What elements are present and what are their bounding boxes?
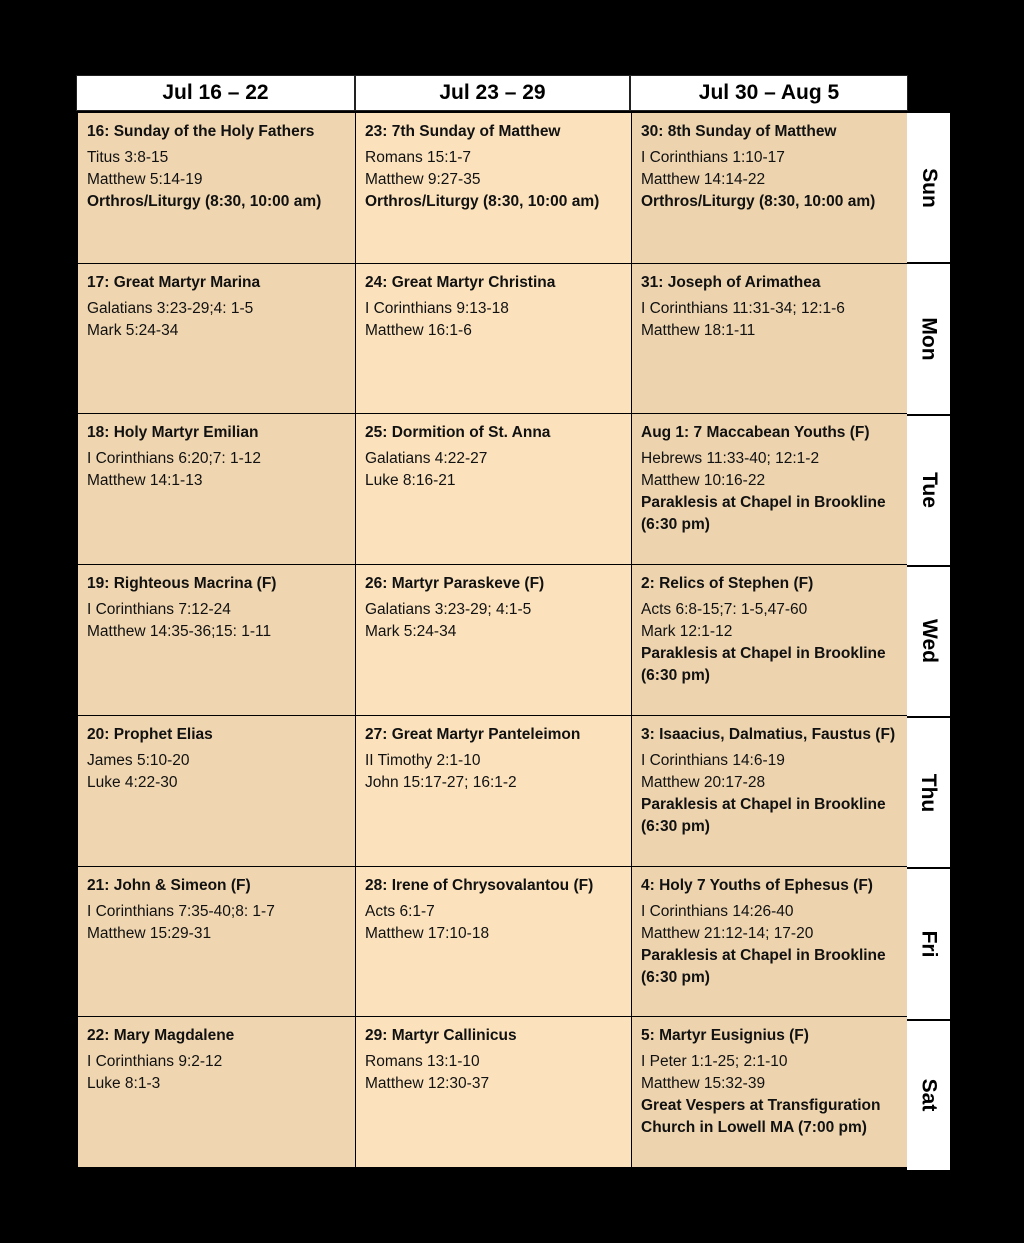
reading-line: I Corinthians 9:2-12 <box>87 1053 223 1071</box>
reading-line: Acts 6:1-7 <box>365 902 435 920</box>
feast-title: 25: Dormition of St. Anna <box>365 424 551 442</box>
feast-title: 20: Prophet Elias <box>87 725 213 743</box>
reading-line: Matthew 9:27-35 <box>365 171 481 188</box>
service-line: (6:30 pm) <box>641 968 710 986</box>
calendar-cell <box>632 565 908 715</box>
feast-title: 31: Joseph of Arimathea <box>641 273 821 291</box>
day-label-cell <box>907 1021 950 1170</box>
feast-title: 30: 8th Sunday of Matthew <box>641 123 837 140</box>
calendar-cell <box>78 716 355 866</box>
calendar-cell <box>632 414 908 564</box>
reading-line: James 5:10-20 <box>87 751 190 769</box>
reading-line: John 15:17-27; 16:1-2 <box>365 773 517 791</box>
reading-line: Matthew 14:14-22 <box>641 171 766 188</box>
reading-line: II Timothy 2:1-10 <box>365 751 481 769</box>
feast-title: 17: Great Martyr Marina <box>87 273 261 291</box>
reading-line: I Corinthians 7:12-24 <box>87 601 231 619</box>
feast-title: 24: Great Martyr Christina <box>365 273 556 291</box>
calendar-cell <box>356 867 631 1017</box>
day-label-cell <box>907 869 950 1020</box>
day-label: Thu <box>917 773 941 813</box>
feast-title: 27: Great Martyr Panteleimon <box>365 725 581 743</box>
feast-title: 2: Relics of Stephen (F) <box>641 575 814 593</box>
calendar-cell <box>632 867 908 1017</box>
calendar-cell <box>356 414 631 564</box>
feast-title: 3: Isaacius, Dalmatius, Faustus (F) <box>641 725 896 743</box>
feast-title: 19: Righteous Macrina (F) <box>87 575 277 593</box>
reading-line: Matthew 20:17-28 <box>641 773 766 791</box>
reading-line: Galatians 3:23-29;4: 1-5 <box>87 299 254 317</box>
service-line: Great Vespers at Transfiguration <box>641 1097 881 1115</box>
reading-line: Titus 3:8-15 <box>87 149 169 166</box>
reading-line: Matthew 15:32-39 <box>641 1075 766 1093</box>
calendar-cell <box>356 1017 631 1167</box>
day-label: Sun <box>917 167 941 208</box>
calendar-cell <box>356 565 631 715</box>
feast-title: 28: Irene of Chrysovalantou (F) <box>365 876 594 894</box>
calendar-cell <box>78 1017 355 1167</box>
reading-line: Matthew 18:1-11 <box>641 321 756 339</box>
service-line: (6:30 pm) <box>641 817 710 835</box>
day-label-cell <box>907 113 950 264</box>
day-label-cell <box>907 718 950 869</box>
calendar-cell <box>356 264 631 414</box>
reading-line: I Corinthians 6:20;7: 1-12 <box>87 450 262 468</box>
reading-line: Luke 4:22-30 <box>87 773 178 791</box>
service-line: Church in Lowell MA (7:00 pm) <box>641 1119 867 1137</box>
service-line: Paraklesis at Chapel in Brookline <box>641 645 886 663</box>
reading-line: Matthew 15:29-31 <box>87 924 212 942</box>
reading-line: I Corinthians 1:10-17 <box>641 149 785 166</box>
feast-title: 4: Holy 7 Youths of Ephesus (F) <box>641 876 873 894</box>
week-header-2: Jul 23 – 29 <box>355 75 630 111</box>
reading-line: I Corinthians 11:31-34; 12:1-6 <box>641 299 845 317</box>
calendar-cell <box>632 113 908 263</box>
reading-line: Matthew 14:35-36;15: 1-11 <box>87 623 272 641</box>
reading-line: Mark 12:1-12 <box>641 623 733 641</box>
reading-line: I Corinthians 14:26-40 <box>641 902 794 920</box>
feast-title: 21: John & Simeon (F) <box>87 876 251 894</box>
service-line: Paraklesis at Chapel in Brookline <box>641 795 886 813</box>
service-line: (6:30 pm) <box>641 667 710 685</box>
day-label-cell <box>907 567 950 718</box>
week-header-1: Jul 16 – 22 <box>76 75 355 111</box>
reading-line: Matthew 12:30-37 <box>365 1075 490 1093</box>
feast-title: 23: 7th Sunday of Matthew <box>365 123 561 140</box>
feast-title: 18: Holy Martyr Emilian <box>87 424 259 442</box>
day-label: Tue <box>917 472 941 509</box>
reading-line: Matthew 17:10-18 <box>365 924 490 942</box>
calendar-cell <box>632 716 908 866</box>
reading-line: I Corinthians 9:13-18 <box>365 299 509 317</box>
feast-title: Aug 1: 7 Maccabean Youths (F) <box>641 424 870 442</box>
feast-title: 16: Sunday of the Holy Fathers <box>87 123 315 140</box>
reading-line: Matthew 10:16-22 <box>641 472 766 490</box>
reading-line: Mark 5:24-34 <box>87 321 179 339</box>
reading-line: Luke 8:16-21 <box>365 472 456 490</box>
reading-line: Matthew 21:12-14; 17-20 <box>641 924 814 942</box>
calendar-cell <box>78 264 355 414</box>
reading-line: Acts 6:8-15;7: 1-5,47-60 <box>641 601 808 619</box>
reading-line: I Corinthians 7:35-40;8: 1-7 <box>87 902 275 920</box>
service-line: Orthros/Liturgy (8:30, 10:00 am) <box>365 193 600 210</box>
calendar-cell <box>78 113 355 263</box>
week-header-3: Jul 30 – Aug 5 <box>630 75 908 111</box>
calendar-cell <box>78 414 355 564</box>
reading-line: I Peter 1:1-25; 2:1-10 <box>641 1053 788 1071</box>
reading-line: Romans 13:1-10 <box>365 1053 480 1071</box>
calendar-cell <box>78 867 355 1017</box>
reading-line: Matthew 16:1-6 <box>365 321 472 339</box>
service-line: Paraklesis at Chapel in Brookline <box>641 946 886 964</box>
calendar-cell <box>356 113 631 263</box>
reading-line: Hebrews 11:33-40; 12:1-2 <box>641 450 820 468</box>
calendar-cell <box>632 264 908 414</box>
day-label-cell <box>907 416 950 567</box>
calendar-grid <box>78 113 906 1167</box>
feast-title: 29: Martyr Callinicus <box>365 1027 517 1045</box>
calendar-cell <box>356 716 631 866</box>
reading-line: Luke 8:1-3 <box>87 1075 161 1093</box>
reading-line: Matthew 14:1-13 <box>87 472 203 490</box>
day-label: Mon <box>917 317 941 361</box>
reading-line: I Corinthians 14:6-19 <box>641 751 785 769</box>
calendar-cell <box>632 1017 908 1167</box>
feast-title: 22: Mary Magdalene <box>87 1027 235 1045</box>
service-line: (6:30 pm) <box>641 516 710 534</box>
reading-line: Romans 15:1-7 <box>365 149 471 166</box>
week-header-row <box>76 75 908 113</box>
day-label: Wed <box>917 619 941 664</box>
service-line: Paraklesis at Chapel in Brookline <box>641 494 886 512</box>
service-line: Orthros/Liturgy (8:30, 10:00 am) <box>87 193 322 210</box>
day-labels-column <box>907 113 950 1170</box>
day-label: Fri <box>917 930 941 958</box>
reading-line: Galatians 3:23-29; 4:1-5 <box>365 601 532 619</box>
calendar-cell <box>78 565 355 715</box>
reading-line: Mark 5:24-34 <box>365 623 457 641</box>
reading-line: Matthew 5:14-19 <box>87 171 203 188</box>
day-label: Sat <box>917 1078 941 1112</box>
service-line: Orthros/Liturgy (8:30, 10:00 am) <box>641 193 876 210</box>
reading-line: Galatians 4:22-27 <box>365 450 488 468</box>
day-label-cell <box>907 264 950 415</box>
feast-title: 5: Martyr Eusignius (F) <box>641 1027 809 1045</box>
feast-title: 26: Martyr Paraskeve (F) <box>365 575 545 593</box>
